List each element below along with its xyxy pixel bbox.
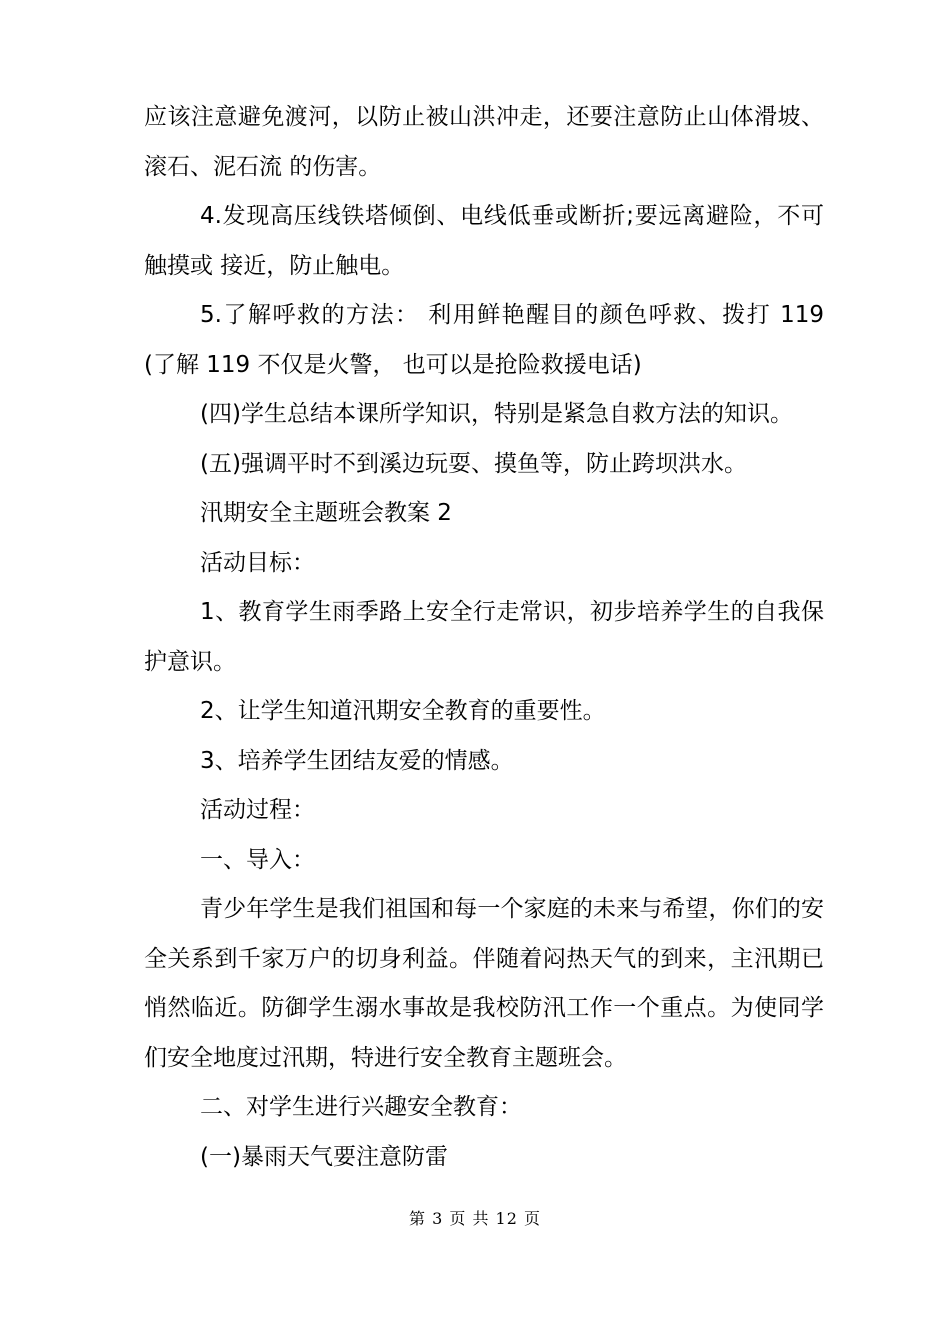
section-heading: 汛期安全主题班会教案 2 <box>200 500 452 526</box>
intro-paragraph: 青少年学生是我们祖国和每一个家庭的未来与希望，你们的安全关系到千家万户的切身利益。伴随着闷热天气的到来，主汛期已悄然临近。防御学生溺水事故是我校防汛工作一个重点。为使同学们安全地度过汛期，特进行安全教育主题班会。 <box>144 896 824 1071</box>
education-heading: 二、对学生进行兴趣安全教育： <box>200 1094 522 1120</box>
paragraph-section-4: (四)学生总结本课所学知识，特别是紧急自救方法的知识。 <box>200 401 793 427</box>
intro-heading: 一、导入： <box>200 846 315 873</box>
page-number-footer: 第 3 页 共 12 页 <box>409 1209 541 1228</box>
subsection-heading-1: (一)暴雨天气要注意防雷 <box>200 1143 448 1170</box>
paragraph-item-5: 5.了解呼救的方法： 利用鲜艳醒目的颜色呼救、拨打 119 (了解 119 不仅是火警， 也可以是抢险救援电话) <box>144 302 824 378</box>
activity-goals-heading: 活动目标： <box>200 549 315 576</box>
goal-item-3: 3、培养学生团结友爱的情感。 <box>200 747 514 774</box>
paragraph-section-5: (五)强调平时不到溪边玩耍、摸鱼等，防止跨坝洪水。 <box>200 450 747 477</box>
document-body <box>144 93 824 1182</box>
goal-item-1: 1、教育学生雨季路上安全行走常识，初步培养学生的自我保护意识。 <box>144 599 824 675</box>
paragraph-continued: 应该注意避免渡河，以防止被山洪冲走，还要注意防止山体滑坡、滚石、泥石流 的伤害。 <box>144 104 824 180</box>
paragraph-item-4: 4.发现高压线铁塔倾倒、电线低垂或断折;要远离避险，不可触摸或 接近，防止触电。 <box>144 203 824 279</box>
activity-process-heading: 活动过程： <box>200 797 315 823</box>
goal-item-2: 2、让学生知道汛期安全教育的重要性。 <box>200 698 606 724</box>
